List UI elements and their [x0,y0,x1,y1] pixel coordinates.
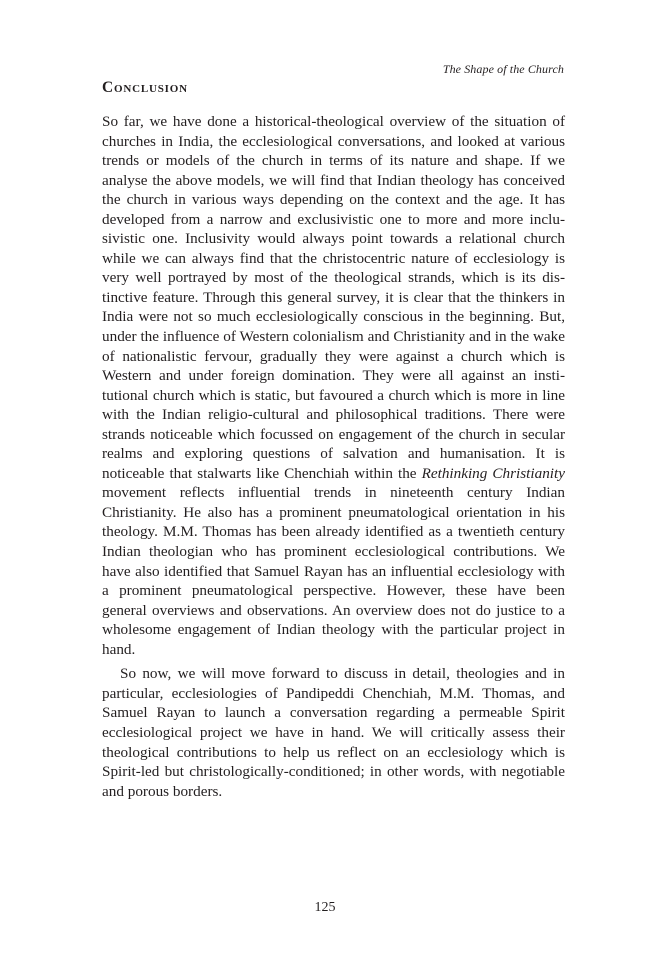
book-title-italic: Rethinking Christianity [421,464,565,482]
paragraph-2: So now, we will move forward to discuss in detail, theologies and in particular, ecclesiologies of Pandipeddi Chenchiah, M.M. Thomas, and Samuel Rayan to launch a conversation regarding a permeable Spirit ecclesiological project we have in hand. We will critically assess their theological contributions to help us reflect on an ecclesiology which is Spirit-led but christologically-conditioned; in other words, with negotiable and porous borders. [102,665,565,800]
section-heading: Conclusion [102,79,188,96]
paragraph-1-text-b: movement reflects influential trends in nineteenth century Indian Christianity. He also has a prominent pneumatological orientation in his theology. M.M. Thomas has been already identified as a twentieth century Indian theologian who has prominent ecclesiological contributions. We have also identified that Samuel Rayan has an influential ecclesiology with a prominent pneumatological perspective. However, these have been general overviews and observations. An overview does not do justice to a wholesome engagement of Indian theology with the particular project in hand. [102,484,565,658]
page-number: 125 [314,900,336,915]
paragraph-1-text-a: So far, we have done a historical-theological overview of the situation of churches in India, the ecclesiological conversations, and looked at various trends or models of the church in terms of its nature and shape. If we analyse the above models, we will find that Indian theology has conceived the church in various ways depending on the context and the age. It has developed from a narrow and exclusivistic one to more and more inclusivistic one. Inclusivity would always point towards a relational church while we can always find that the christocentric nature of ecclesiology is very well portrayed by most of the theological strands, which is its distinctive feature. Through this general survey, it is clear that the thinkers in India were not so much ecclesiologically conscious in the beginning. But, under the influence of Western colonialism and Christianity and in the wake of nationalistic fervour, gradually they were against a church which is Western and under foreign domination. They were all against an institutional church which is static, but favoured a church which is more in line with the Indian religio-cultural and philosophical traditions. There were strands noticeable which focussed on engagement of the church in secular realms and exploring questions of salvation and humanisation. It is noticeable that stalwarts like Chenchiah within the [102,113,565,482]
paragraph-1 [102,112,565,659]
running-header: The Shape of the Church [442,62,564,76]
body-text [102,112,565,801]
